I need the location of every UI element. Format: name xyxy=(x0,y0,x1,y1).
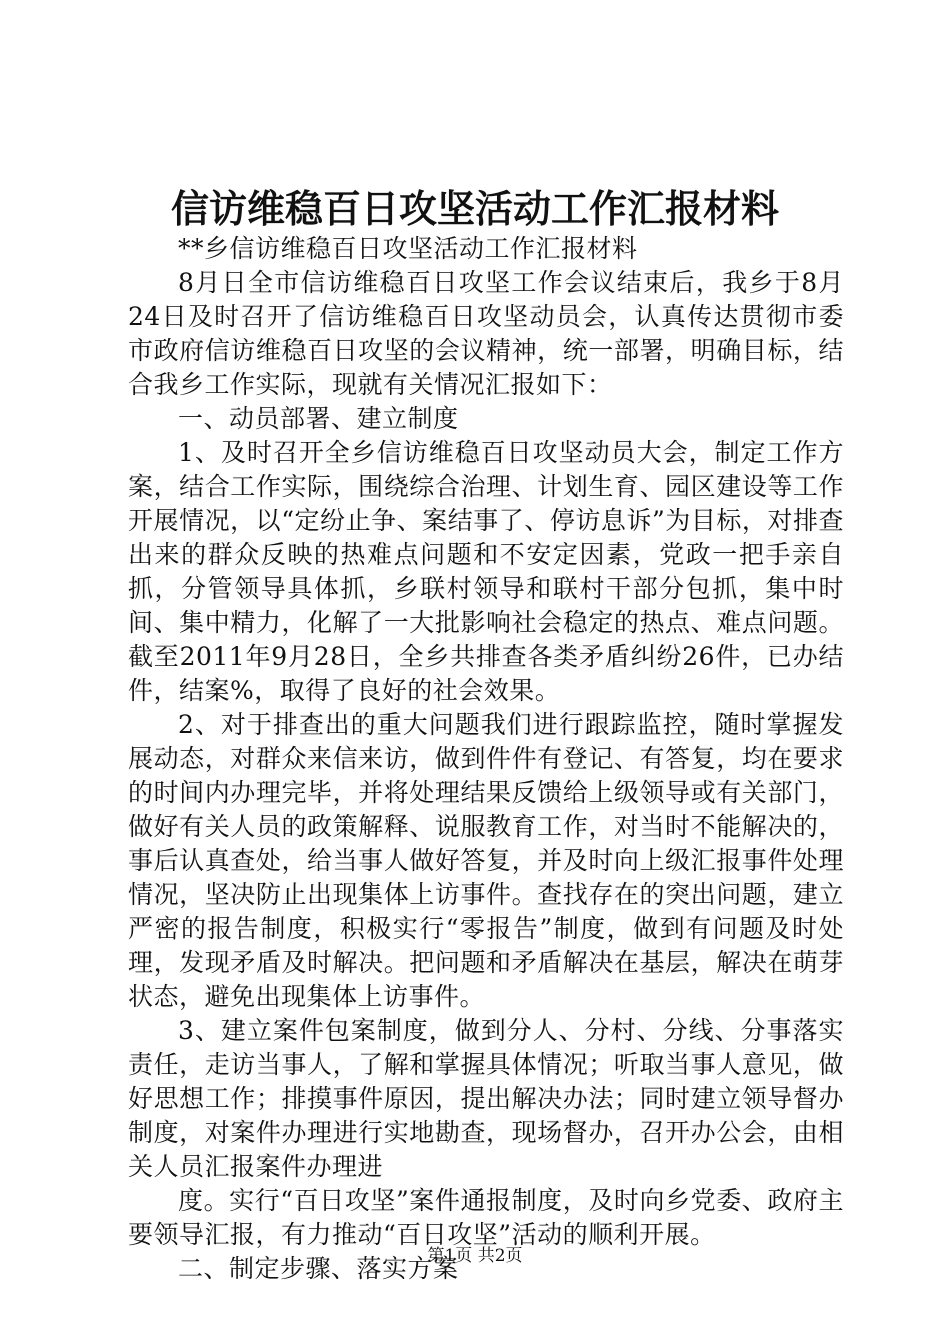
continuation-paragraph: 度。实行“百日攻坚”案件通报制度，及时向乡党委、政府主要领导汇报，有力推动“百日攻坚”活动的顺利开展。 xyxy=(128,1186,844,1249)
item-paragraph-1: 1、及时召开全乡信访维稳百日攻坚动员大会，制定工作方案，结合工作实际，围绕综合治理、计划生育、园区建设等工作开展情况，以“定纷止争、案结事了、停访息诉”为目标，对排查出来的群众反映的热难点问题和不安定因素，党政一把手亲自抓，分管领导具体抓，乡联村领导和联村干部分包抓，集中时间、集中精力，化解了一大批影响社会稳定的热点、难点问题。截至2011年9月28日，全乡共排查各类矛盾纠纷26件，已办结件，结案%，取得了良好的社会效果。 xyxy=(128,438,844,705)
section-heading-2: 二、制定步骤、落实方案 xyxy=(178,1254,459,1283)
page-footer: 第1页 共2页 xyxy=(427,1246,523,1266)
subtitle-paragraph: **乡信访维稳百日攻坚活动工作汇报材料 xyxy=(178,234,638,263)
section-heading-1: 一、动员部署、建立制度 xyxy=(178,404,459,433)
item-paragraph-3: 3、建立案件包案制度，做到分人、分村、分线、分事落实责任，走访当事人，了解和掌握具体情况；听取当事人意见，做好思想工作；排摸事件原因，提出解决办法；同时建立领导督办制度，对案件办理进行实地勘查，现场督办，召开办公会，由相关人员汇报案件办理进 xyxy=(128,1016,844,1181)
document-body xyxy=(128,232,844,1286)
document-title: 信访维稳百日攻坚活动工作汇报材料 xyxy=(170,186,779,231)
intro-paragraph: 8月日全市信访维稳百日攻坚工作会议结束后，我乡于8月24日及时召开了信访维稳百日攻坚动员会，认真传达贯彻市委市政府信访维稳百日攻坚的会议精神，统一部署，明确目标，结合我乡工作实际，现就有关情况汇报如下： xyxy=(128,268,844,399)
item-paragraph-2: 2、对于排查出的重大问题我们进行跟踪监控，随时掌握发展动态，对群众来信来访，做到件件有登记、有答复，均在要求的时间内办理完毕，并将处理结果反馈给上级领导或有关部门，做好有关人员的政策解释、说服教育工作，对当时不能解决的，事后认真查处，给当事人做好答复，并及时向上级汇报事件处理情况，坚决防止出现集体上访事件。查找存在的突出问题，建立严密的报告制度，积极实行“零报告”制度，做到有问题及时处理，发现矛盾及时解决。把问题和矛盾解决在基层，解决在萌芽状态，避免出现集体上访事件。 xyxy=(128,710,844,1011)
